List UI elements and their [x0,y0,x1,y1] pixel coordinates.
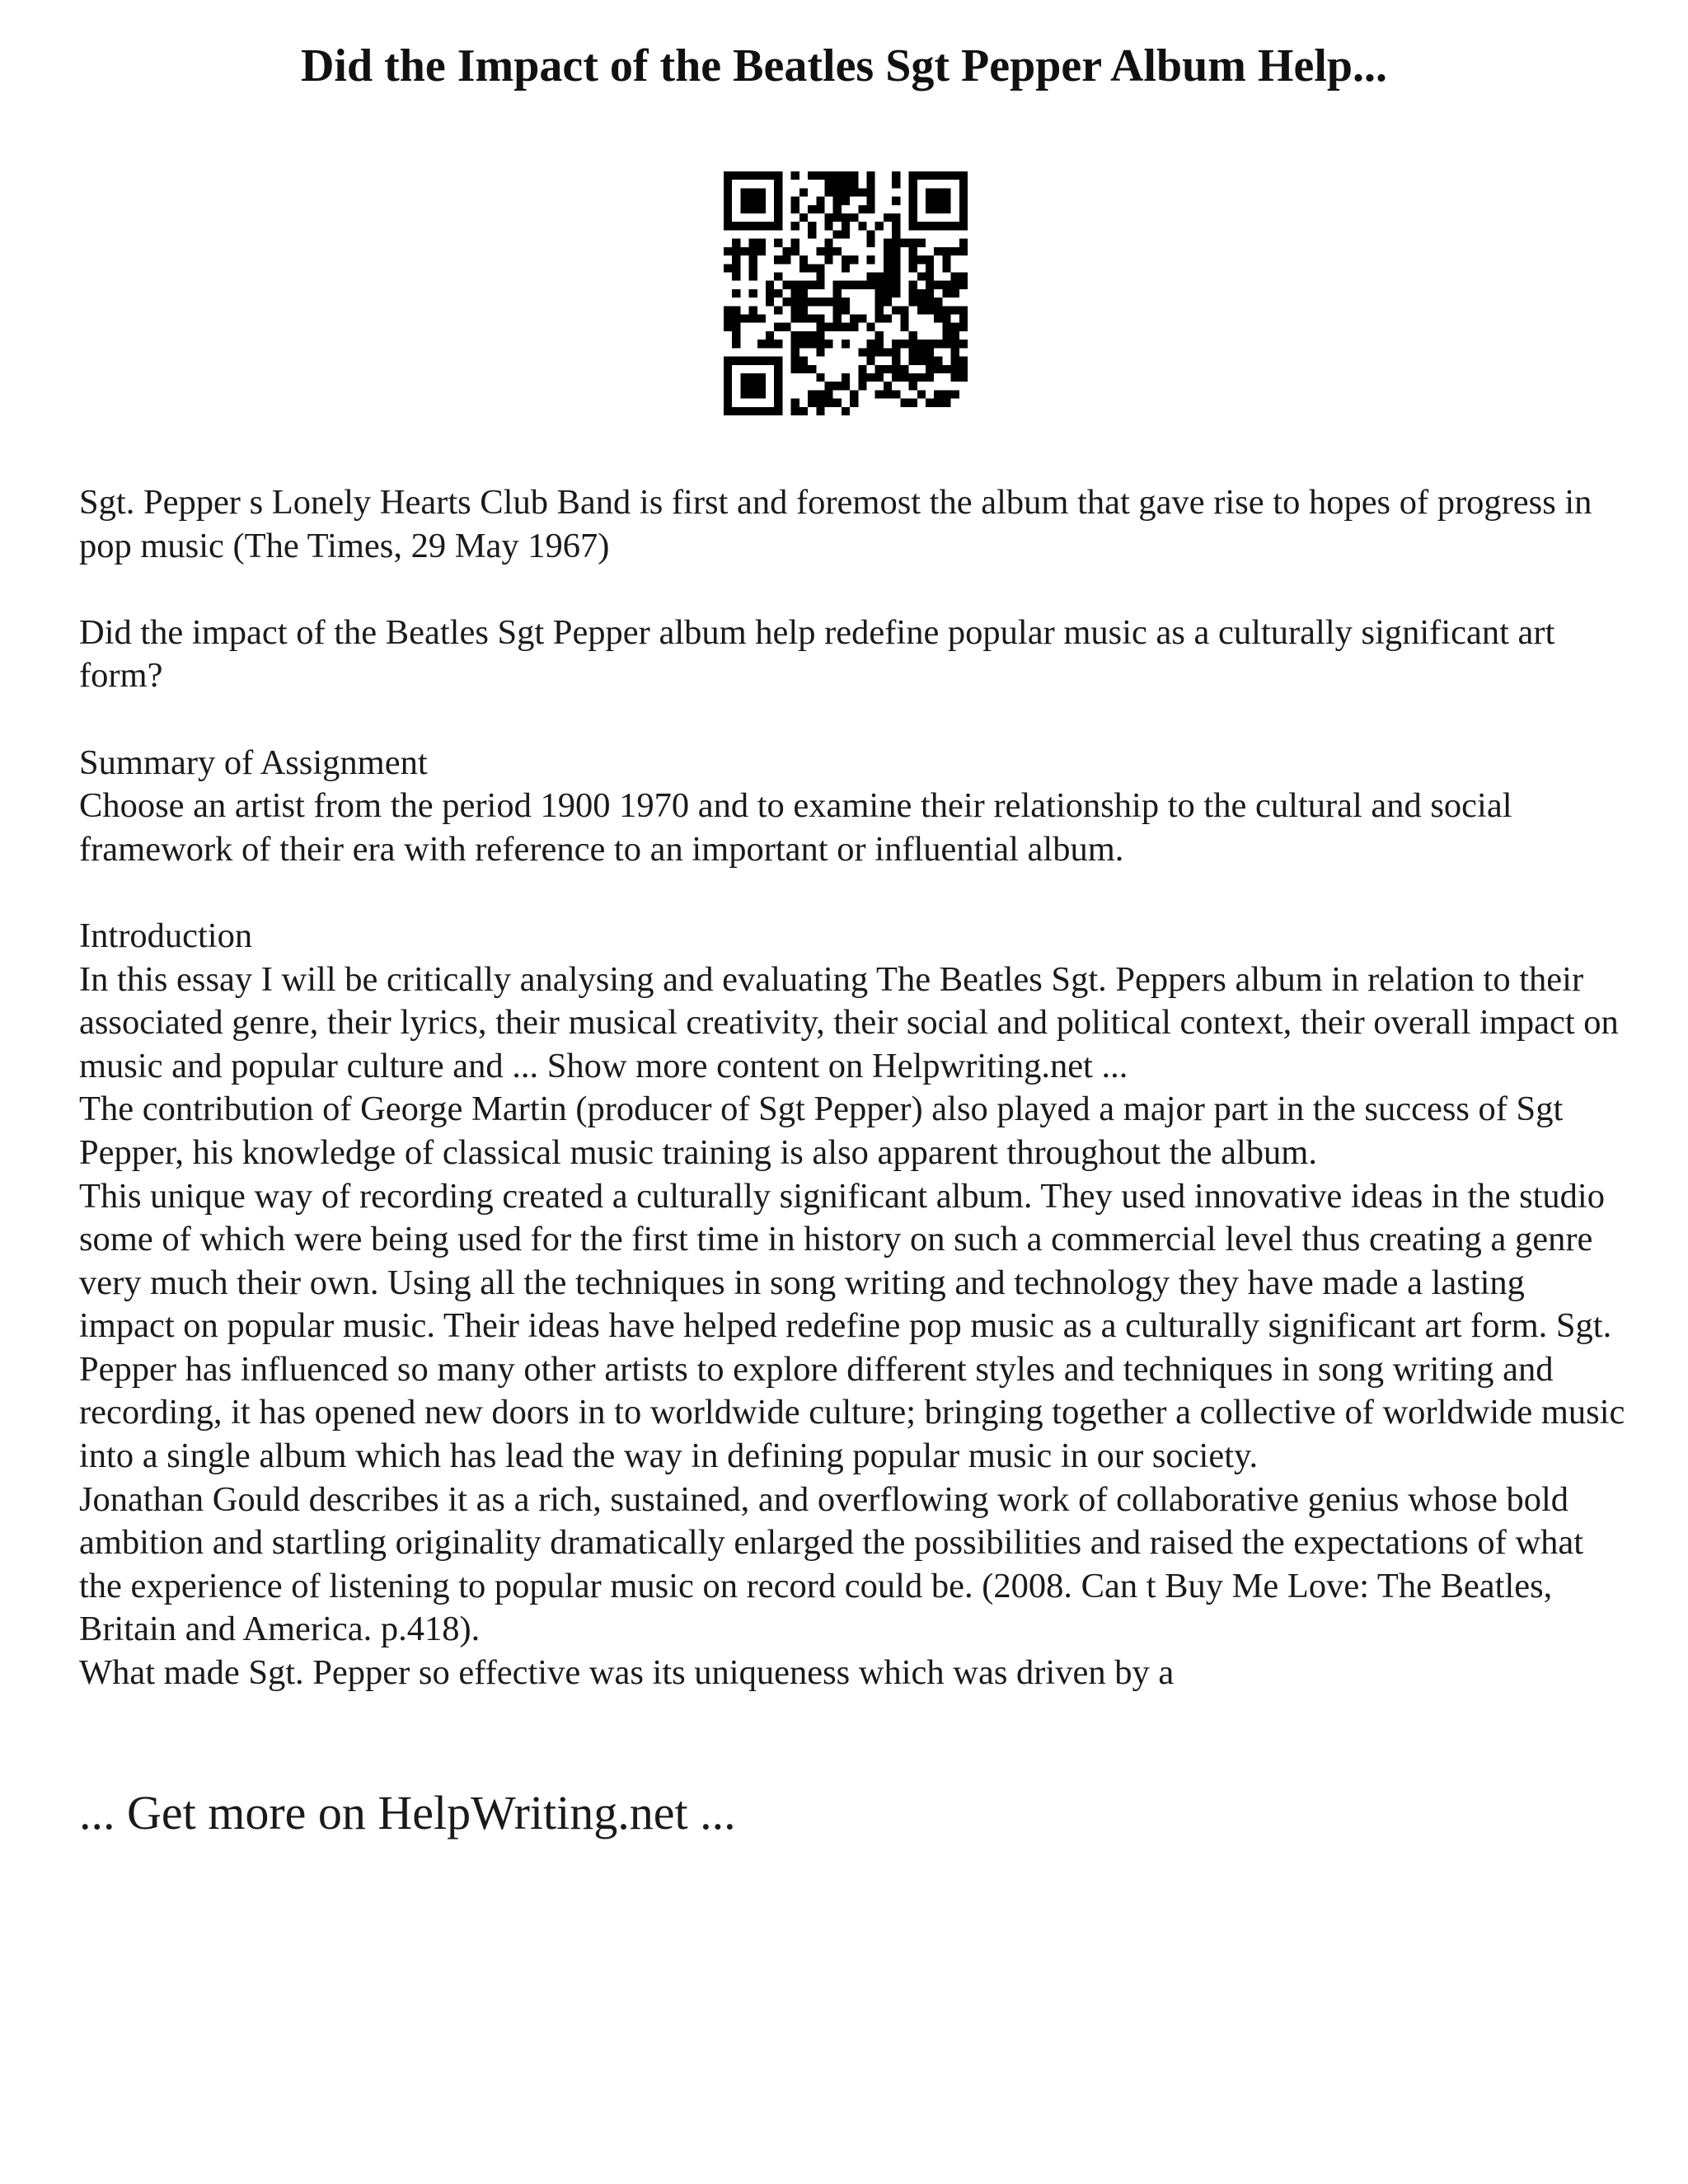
jonathan-gould-paragraph: Jonathan Gould describes it as a rich, sustained, and overflowing work of collaborative genius whose bold ambition and startling originality dramatically enlarged the possibilities and raised the expectations of what the experience of listening to popular music on record could be. (2008. Can t Buy Me Love: The Beatles, Britain and America. p.418). [79,1479,1584,1649]
document-title: Did the Impact of the Beatles Sgt Pepper Album Help... [300,40,1388,91]
essay-body [79,481,1629,1695]
get-more-link[interactable]: ... Get more on HelpWriting.net ... [79,1786,736,1840]
summary-text: Choose an artist from the period 1900 1970 and to examine their relationship to the cultural and social framework of their era with reference to an important or influential album. [79,786,1512,869]
george-martin-paragraph: The contribution of George Martin (producer of Sgt Pepper) also played a major part in the success of Sgt Pepper, his knowledge of classical music training is also apparent throughout the album. [79,1090,1564,1172]
unique-recording-paragraph: This unique way of recording created a culturally significant album. They used innovative ideas in the studio some of which were being used for the first time in history on such a commercial level thus creating a genre very much their own. Using all the techniques in song writing and technology they have made a lasting impact on popular music. Their ideas have helped redefine pop music as a culturally significant art form. Sgt. Pepper has influenced so many other artists to explore different styles and techniques in song writing and recording, it has opened new doors in to worldwide culture; bringing together a collective of worldwide music into a single album which has lead the way in defining popular music in our society. [79,1176,1625,1476]
opening-quote: Sgt. Pepper s Lonely Hearts Club Band is first and foremost the album that gave rise to hopes of progress in pop music (The Times, 29 May 1967) [79,483,1592,565]
introduction-text: In this essay I will be critically analysing and evaluating The Beatles Sgt. Peppers album in relation to their associated genre, their lyrics, their musical creativity, their social and political context, their overall impact on music and popular culture and ... Show more content on Helpwriting.net ... [79,959,1619,1085]
qr-code-icon [724,171,968,415]
essay-question: Did the impact of the Beatles Sgt Pepper album help redefine popular music as a culturally significant art form? [79,612,1555,696]
summary-heading: Summary of Assignment [79,743,428,782]
closing-paragraph: What made Sgt. Pepper so effective was its uniqueness which was driven by a [79,1653,1175,1693]
introduction-heading: Introduction [79,916,253,955]
